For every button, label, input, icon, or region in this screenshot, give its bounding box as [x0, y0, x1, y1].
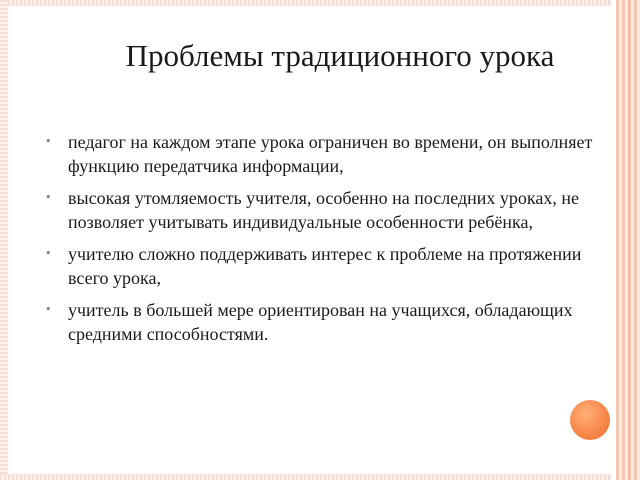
bullet-list	[46, 130, 594, 354]
bullet-dot-icon: •	[46, 301, 51, 316]
orange-circle-icon	[570, 400, 610, 440]
bullet-text: учитель в большей мере ориентирован на учащихся, обладающих средними способностями.	[68, 300, 573, 344]
bullet-dot-icon: •	[46, 133, 51, 148]
bullet-text: высокая утомляемость учителя, особенно на последних уроках, не позволяет учитывать индивидуальные особенности ребёнка,	[68, 188, 580, 232]
bullet-dot-icon: •	[46, 189, 51, 204]
top-border-pattern	[0, 0, 640, 6]
bullet-item	[46, 186, 594, 234]
bullet-dot-icon: •	[46, 245, 51, 260]
bullet-item	[46, 298, 594, 346]
bottom-border-pattern	[0, 474, 640, 480]
bullet-item	[46, 242, 594, 290]
slide-title: Проблемы традиционного урока	[125, 38, 555, 73]
left-border-pattern	[0, 0, 8, 480]
bullet-text: учителю сложно поддерживать интерес к проблеме на протяжении всего урока,	[68, 244, 582, 288]
bullet-text: педагог на каждом этапе урока ограничен во времени, он выполняет функцию передатчика информации,	[68, 132, 593, 176]
bullet-item	[46, 130, 594, 178]
